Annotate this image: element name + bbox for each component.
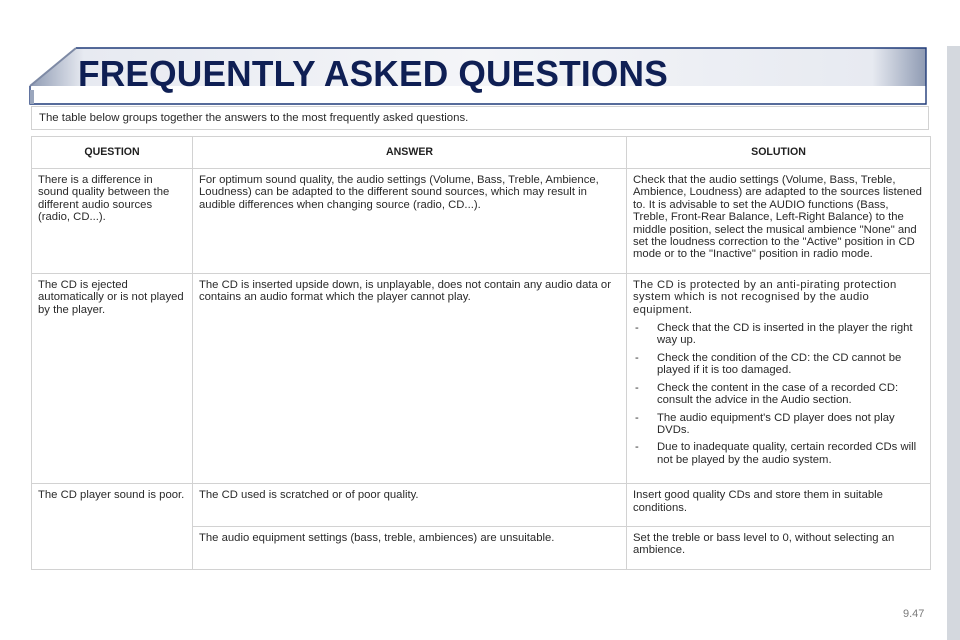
solution-cell: Insert good quality CDs and store them in suitable conditions. [627, 484, 931, 527]
list-item-text: Check that the CD is inserted in the player the right way up. [657, 322, 913, 347]
page-number: 9.47 [903, 608, 925, 620]
list-item-text: Check the condition of the CD: the CD cannot be played if it is too damaged. [657, 351, 902, 377]
question-cell: There is a difference in sound quality between the different audio sources (radio, CD...). [32, 169, 193, 274]
faq-table [31, 136, 931, 570]
table-header-row [32, 137, 931, 169]
answer-cell: For optimum sound quality, the audio settings (Volume, Bass, Treble, Ambience, Loudness) can be adapted to the different sound sources, which may result in audible differences when changing source (radio, CD...). [193, 169, 627, 274]
table-row [32, 169, 931, 274]
table-row [32, 484, 931, 527]
list-item [633, 352, 923, 377]
question-cell: The CD is ejected automatically or is not played by the player. [32, 273, 193, 483]
solution-lead: The CD is protected by an anti-pirating protection system which is not recognised by the audio equipment. [633, 278, 897, 316]
solution-cell: Set the treble or bass level to 0, without selecting an ambience. [627, 526, 931, 569]
dash-bullet: - [635, 322, 639, 335]
list-item [633, 441, 923, 466]
solution-cell: Check that the audio settings (Volume, Bass, Treble, Ambience, Loudness) are adapted to the sources listened to. It is advisable to set the AUDIO functions (Bass, Treble, Front-Rear Balance, Left-Right Balance) to the middle position, select the musical ambience "None" and set the loudness correction to the "Active" position in CD mode or to the "Inactive" position in radio mode. [627, 169, 931, 274]
solution-cell [627, 273, 931, 483]
answer-cell: The audio equipment settings (bass, treble, ambiences) are unsuitable. [193, 526, 627, 569]
solution-list [633, 322, 923, 466]
header-answer: ANSWER [193, 137, 627, 169]
intro-text: The table below groups together the answers to the most frequently asked questions. [31, 106, 929, 130]
question-cell: The CD player sound is poor. [32, 484, 193, 570]
dash-bullet: - [635, 441, 639, 454]
dash-bullet: - [635, 411, 639, 424]
list-item [633, 412, 923, 437]
table-row [32, 273, 931, 483]
dash-bullet: - [635, 381, 639, 394]
answer-cell: The CD is inserted upside down, is unplayable, does not contain any audio data or contains an audio format which the player cannot play. [193, 273, 627, 483]
list-item-text: Check the content in the case of a recorded CD: consult the advice in the Audio section. [657, 381, 899, 407]
dash-bullet: - [635, 351, 639, 364]
list-item-text: Due to inadequate quality, certain recorded CDs will not be played by the audio system. [657, 441, 917, 466]
list-item [633, 382, 923, 407]
list-item [633, 322, 923, 347]
list-item-text: The audio equipment's CD player does not play DVDs. [657, 411, 895, 436]
answer-cell: The CD used is scratched or of poor quality. [193, 484, 627, 527]
header-question: QUESTION [32, 137, 193, 169]
side-strip [947, 46, 960, 640]
page-title: FREQUENTLY ASKED QUESTIONS [78, 53, 668, 94]
header-solution: SOLUTION [627, 137, 931, 169]
